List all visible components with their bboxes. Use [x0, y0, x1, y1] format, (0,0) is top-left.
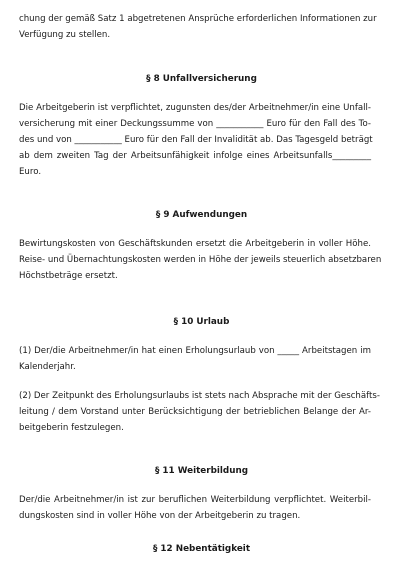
intro-paragraph — [19, 11, 377, 43]
section-10-paragraph-1 — [19, 343, 371, 375]
text-line: leitung / dem Vorstand unter Berücksichtigung der betrieblichen Belange der Ar- — [19, 407, 371, 417]
section-heading-12: § 12 Nebentätigkeit — [152, 544, 251, 554]
section-8-paragraph — [19, 100, 371, 180]
text-line: des und von ___________ Euro für den Fall der Invalidität ab. Das Tagesgeld beträgt — [19, 135, 373, 145]
text-line: Der/die Arbeitnehmer/in ist zur beruflichen Weiterbildung verpflichtet. Weiterbil- — [19, 495, 371, 505]
section-9-paragraph — [19, 236, 382, 284]
text-line: Reise- und Übernachtungskosten werden in Höhe der jeweils steuerlich absetzbaren — [19, 255, 382, 265]
text-line: Die Arbeitgeberin ist verpflichtet, zugunsten des/der Arbeitnehmer/in eine Unfall- — [19, 103, 371, 113]
section-10-paragraph-2 — [19, 388, 380, 436]
text-line: (1) Der/die Arbeitnehmer/in hat einen Erholungsurlaub von _____ Arbeitstagen im — [19, 346, 371, 356]
text-line: (2) Der Zeitpunkt des Erholungsurlaubs ist stets nach Absprache mit der Geschäfts- — [19, 391, 380, 401]
text-line: dungskosten sind in voller Höhe von der Arbeitgeberin zu tragen. — [19, 511, 301, 521]
text-line: beitgeberin festzulegen. — [19, 423, 124, 433]
text-line: chung der gemäß Satz 1 abgetretenen Ansprüche erforderlichen Informationen zur — [19, 14, 377, 24]
section-heading-9: § 9 Aufwendungen — [155, 210, 248, 220]
text-line: ab dem zweiten Tag der Arbeitsunfähigkeit infolge eines Arbeitsunfalls_________ — [19, 151, 371, 161]
section-11-paragraph — [19, 492, 371, 524]
text-line: Höchstbeträge ersetzt. — [19, 271, 118, 281]
text-line: Verfügung zu stellen. — [19, 30, 111, 40]
text-line: Kalenderjahr. — [19, 362, 76, 372]
text-line: Euro. — [19, 167, 42, 177]
text-line: versicherung mit einer Deckungssumme von ___________ Euro für den Fall des To- — [19, 119, 371, 129]
text-line: Bewirtungskosten von Geschäftskunden ersetzt die Arbeitgeberin in voller Höhe. — [19, 239, 371, 249]
section-heading-11: § 11 Weiterbildung — [154, 466, 249, 476]
section-heading-10: § 10 Urlaub — [173, 317, 230, 327]
section-heading-8: § 8 Unfallversicherung — [146, 74, 257, 84]
